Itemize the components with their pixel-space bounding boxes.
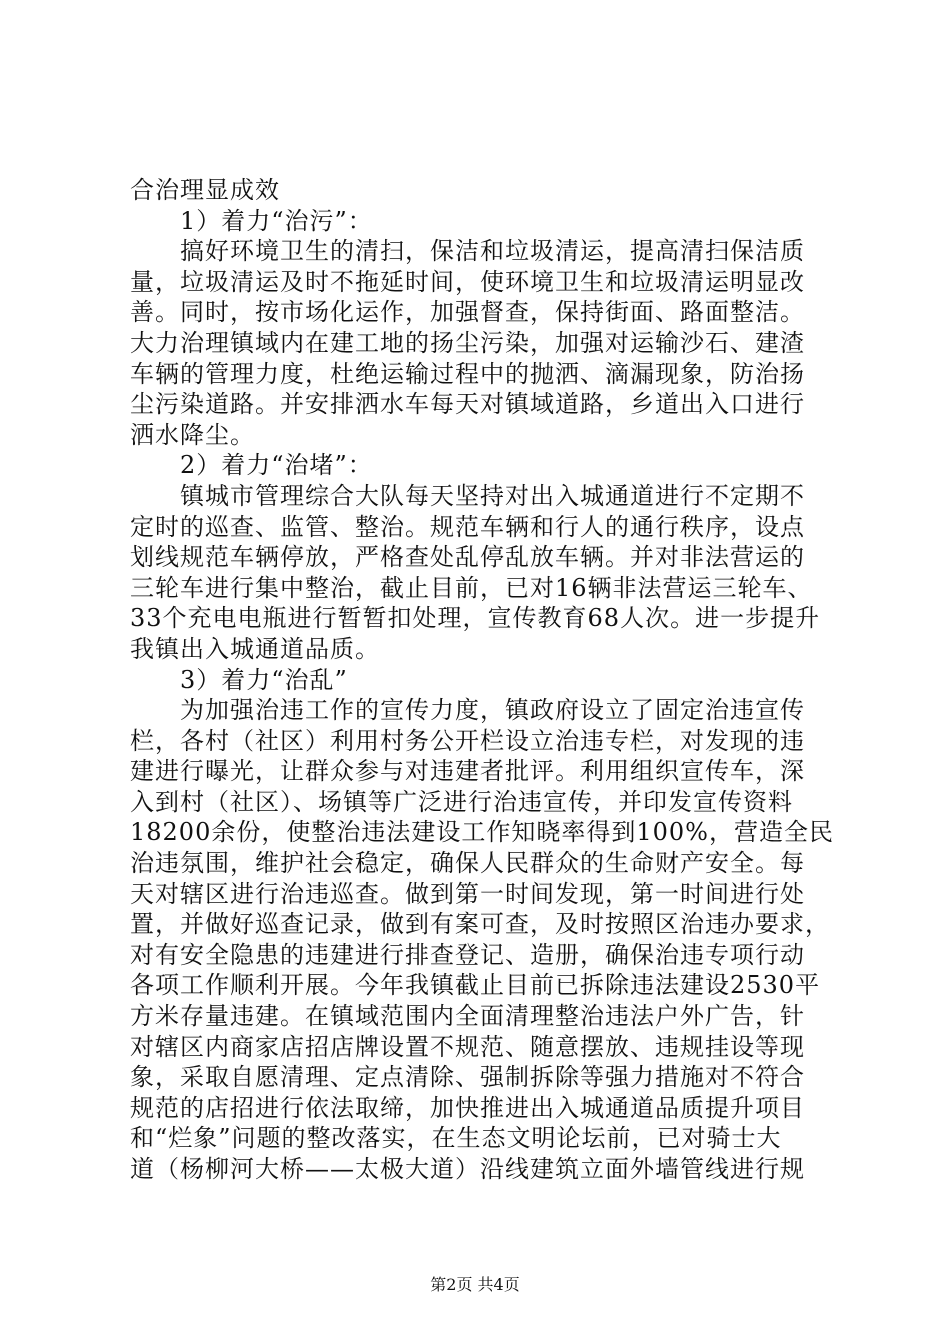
text-line: 划线规范车辆停放，严格查处乱停乱放车辆。并对非法营运的	[130, 543, 805, 572]
text-line: 和“烂象”问题的整改落实，在生态文明论坛前，已对骑士大	[130, 1124, 782, 1153]
text-line: 车辆的管理力度，杜绝运输过程中的抛洒、滴漏现象，防治扬	[130, 359, 805, 388]
text-line: 量，垃圾清运及时不拖延时间，使环境卫生和垃圾清运明显改	[130, 267, 805, 296]
text-line: 天对辖区进行治违巡查。做到第一时间发现，第一时间进行处	[130, 879, 805, 908]
text-line: 镇城市管理综合大队每天坚持对出入城通道进行不定期不	[130, 481, 805, 510]
text-line: 为加强治违工作的宣传力度，镇政府设立了固定治违宣传	[130, 696, 805, 725]
section-heading-3: 3）着力“治乱”	[130, 665, 348, 694]
text-line: 搞好环境卫生的清扫，保洁和垃圾清运，提高清扫保洁质	[130, 237, 805, 266]
text-line: 道（杨柳河大桥——太极大道）沿线建筑立面外墙管线进行规	[130, 1155, 805, 1183]
text-line: 象，采取自愿清理、定点清除、强制拆除等强力措施对不符合	[130, 1063, 805, 1092]
text-line: 18200余份，使整治违法建设工作知晓率得到100%，营造全民	[130, 818, 834, 847]
text-line: 对有安全隐患的违建进行排查登记、造册，确保治违专项行动	[130, 940, 805, 969]
text-line: 各项工作顺利开展。今年我镇截止目前已拆除违法建设2530平	[130, 971, 821, 1000]
text-line: 善。同时，按市场化运作，加强督查，保持街面、路面整洁。	[130, 298, 805, 327]
document-body	[130, 175, 835, 1185]
text-line: 洒水降尘。	[130, 420, 255, 449]
text-line: 合治理显成效	[130, 176, 280, 204]
section-heading-1: 1）着力“治污”：	[130, 206, 373, 235]
page-footer: 第2页 共4页	[430, 1275, 520, 1294]
text-line: 我镇出入城通道品质。	[130, 634, 380, 663]
text-line: 尘污染道路。并安排洒水车每天对镇域道路，乡道出入口进行	[130, 390, 805, 419]
text-line: 对辖区内商家店招店牌设置不规范、随意摆放、违规挂设等现	[130, 1032, 805, 1061]
text-line: 置，并做好巡查记录，做到有案可查，及时按照区治违办要求，	[130, 910, 830, 939]
text-line: 入到村（社区）、场镇等广泛进行治违宣传，并印发宣传资料	[130, 787, 793, 816]
text-line: 定时的巡查、监管、整治。规范车辆和行人的通行秩序，设点	[130, 512, 805, 541]
section-heading-2: 2）着力“治堵”：	[130, 451, 373, 480]
text-line: 治违氛围，维护社会稳定，确保人民群众的生命财产安全。每	[130, 849, 805, 878]
text-line: 大力治理镇域内在建工地的扬尘污染，加强对运输沙石、建渣	[130, 328, 805, 357]
text-line: 方米存量违建。在镇域范围内全面清理整治违法户外广告，针	[130, 1002, 805, 1031]
text-line: 建进行曝光，让群众参与对违建者批评。利用组织宣传车，深	[130, 757, 805, 786]
text-line: 规范的店招进行依法取缔，加快推进出入城通道品质提升项目	[130, 1093, 805, 1122]
text-line: 33个充电电瓶进行暂暂扣处理，宣传教育68人次。进一步提升	[130, 604, 821, 633]
text-line: 三轮车进行集中整治，截止目前，已对16辆非法营运三轮车、	[130, 573, 813, 602]
text-line: 栏，各村（社区）利用村务公开栏设立治违专栏，对发现的违	[130, 726, 805, 755]
